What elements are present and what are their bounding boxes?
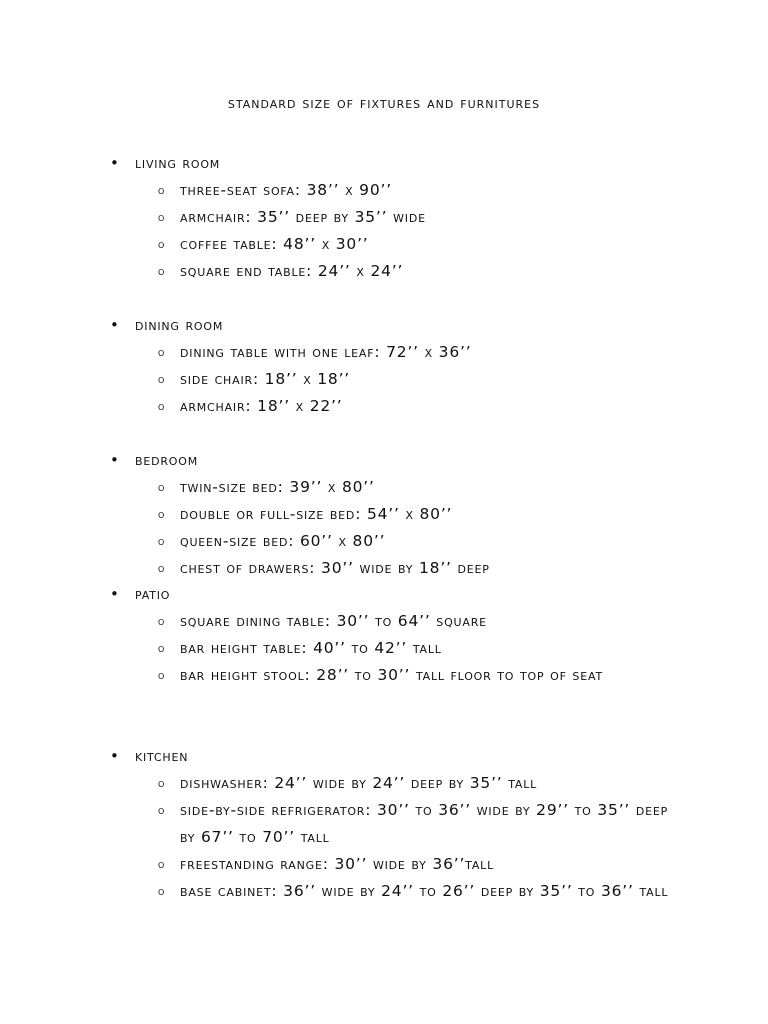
item-text: coffee table: 48’’ x 30’’ xyxy=(180,235,369,253)
sub-bullet-icon: o xyxy=(158,481,165,494)
sub-bullet-icon: o xyxy=(158,804,165,817)
item-text: bar height table: 40’’ to 42’’ tall xyxy=(180,639,442,657)
sub-bullet-icon: o xyxy=(158,562,165,575)
bullet-icon: • xyxy=(110,316,119,334)
list-item xyxy=(0,770,680,797)
list-item xyxy=(0,366,680,393)
list-item xyxy=(0,231,680,258)
list-item xyxy=(0,878,680,905)
category-row xyxy=(0,447,768,474)
item-text: double or full-size bed: 54’’ x 80’’ xyxy=(180,505,453,523)
sub-bullet-icon: o xyxy=(158,669,165,682)
item-text: base cabinet: 36’’ wide by 24’’ to 26’’ deep by 35’’ to 36’’ tall xyxy=(180,882,669,900)
item-text: square dining table: 30’’ to 64’’ square xyxy=(180,612,487,630)
sub-bullet-icon: o xyxy=(158,373,165,386)
bullet-icon: • xyxy=(110,451,119,469)
sub-bullet-icon: o xyxy=(158,777,165,790)
item-text: side chair: 18’’ x 18’’ xyxy=(180,370,351,388)
item-text: three-seat sofa: 38’’ x 90’’ xyxy=(180,181,392,199)
item-text: queen-size bed: 60’’ x 80’’ xyxy=(180,532,386,550)
item-text: armchair: 18’’ x 22’’ xyxy=(180,397,343,415)
sub-bullet-icon: o xyxy=(158,184,165,197)
list-item xyxy=(0,393,680,420)
list-item xyxy=(0,339,680,366)
list-item xyxy=(0,258,680,285)
item-text: dining table with one leaf: 72’’ x 36’’ xyxy=(180,343,472,361)
sub-bullet-icon: o xyxy=(158,858,165,871)
page-title: standard size of fixtures and furnitures xyxy=(227,94,541,112)
list-item xyxy=(0,501,680,528)
list-item xyxy=(0,177,680,204)
category-row xyxy=(0,581,768,608)
item-text: side-by-side refrigerator: 30’’ to 36’’ wide by 29’’ to 35’’ deep by 67’’ to 70’’ tall xyxy=(180,801,669,846)
category-label: bedroom xyxy=(135,451,199,469)
item-text: bar height stool: 28’’ to 30’’ tall floor to top of seat xyxy=(180,666,603,684)
list-item xyxy=(0,555,680,582)
list-item xyxy=(0,797,680,851)
sub-bullet-icon: o xyxy=(158,346,165,359)
bullet-icon: • xyxy=(110,154,119,172)
list-item xyxy=(0,204,680,231)
list-item xyxy=(0,528,680,555)
list-item xyxy=(0,608,680,635)
item-text: dishwasher: 24’’ wide by 24’’ deep by 35’’ tall xyxy=(180,774,538,792)
section-living-room xyxy=(0,150,768,285)
sub-bullet-icon: o xyxy=(158,535,165,548)
sub-bullet-icon: o xyxy=(158,508,165,521)
sub-bullet-icon: o xyxy=(158,238,165,251)
category-row xyxy=(0,312,768,339)
item-text: chest of drawers: 30’’ wide by 18’’ deep xyxy=(180,559,490,577)
list-item xyxy=(0,662,680,689)
item-text: square end table: 24’’ x 24’’ xyxy=(180,262,404,280)
sub-bullet-icon: o xyxy=(158,265,165,278)
bullet-icon: • xyxy=(110,747,119,765)
list-item xyxy=(0,474,680,501)
section-bedroom xyxy=(0,447,768,582)
item-text: armchair: 35’’ deep by 35’’ wide xyxy=(180,208,426,226)
section-dining-room xyxy=(0,312,768,420)
category-label: kitchen xyxy=(135,747,189,765)
section-patio xyxy=(0,581,768,689)
sub-bullet-icon: o xyxy=(158,400,165,413)
category-label: patio xyxy=(135,585,171,603)
sub-bullet-icon: o xyxy=(158,615,165,628)
list-item xyxy=(0,851,680,878)
list-item xyxy=(0,635,680,662)
bullet-icon: • xyxy=(110,585,119,603)
item-text: freestanding range: 30’’ wide by 36’’tall xyxy=(180,855,495,873)
sub-bullet-icon: o xyxy=(158,642,165,655)
sub-bullet-icon: o xyxy=(158,885,165,898)
category-row xyxy=(0,743,768,770)
sub-bullet-icon: o xyxy=(158,211,165,224)
category-row xyxy=(0,150,768,177)
item-text: twin-size bed: 39’’ x 80’’ xyxy=(180,478,375,496)
category-label: living room xyxy=(135,154,221,172)
category-label: dining room xyxy=(135,316,224,334)
section-kitchen xyxy=(0,743,768,905)
